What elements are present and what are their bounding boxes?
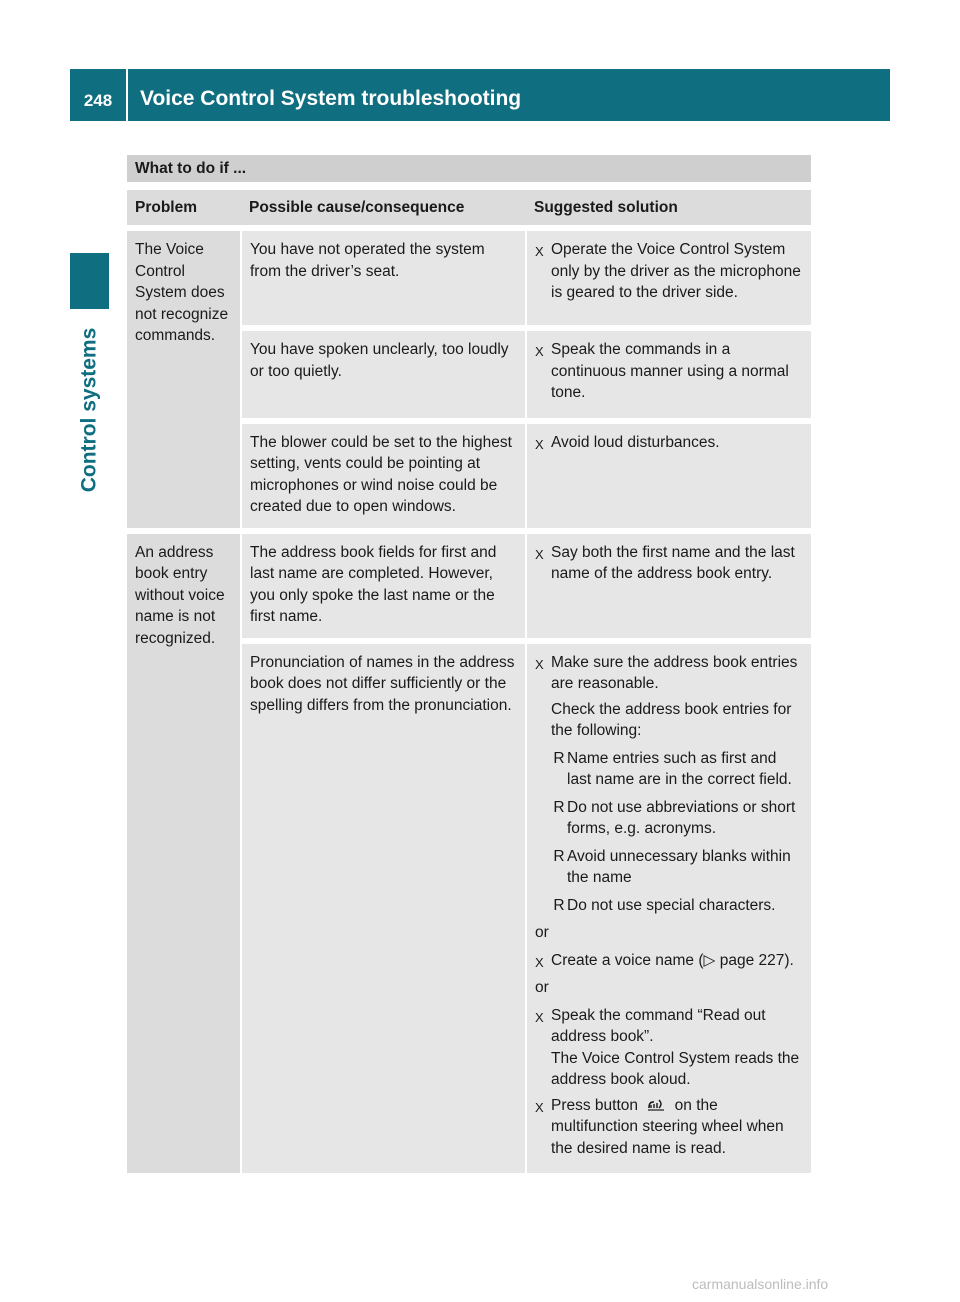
solution-step [535, 652, 803, 695]
column-header-cause: Possible cause/consequence [241, 190, 526, 228]
step-text: Avoid loud disturbances. [551, 433, 720, 451]
cause-text: You have spoken unclearly, too loudly or too quietly. [250, 341, 509, 380]
step-text-part: Press button [551, 1096, 639, 1114]
step-arrow-icon: X [535, 656, 544, 672]
solution-step [535, 1005, 803, 1091]
or-separator: or [535, 979, 549, 996]
step-arrow-icon: X [535, 954, 544, 970]
table-header-row [127, 190, 811, 228]
step-arrow-icon: X [535, 1099, 544, 1115]
step-text: Speak the commands in a continuous manner using a normal tone. [551, 341, 789, 401]
cause-cell [241, 641, 526, 1174]
section-title: What to do if ... [127, 155, 811, 182]
bullet-item [535, 846, 803, 889]
side-tab-label [70, 317, 109, 502]
page-header [70, 69, 890, 121]
table-row [127, 228, 811, 328]
solution-step [535, 339, 803, 404]
table-row [127, 531, 811, 641]
solution-step [535, 432, 803, 456]
bullet-item [535, 748, 803, 791]
solution-cell [526, 531, 811, 641]
step-text-main: Speak the command “Read out address book”. [551, 1006, 766, 1045]
cause-text: Pronunciation of names in the address book does not differ sufficiently or the spelling differs from the pronunciation. [250, 653, 515, 714]
cause-text: The blower could be set to the highest setting, vents could be pointing at microphones or wind noise could be created due to open windows. [250, 433, 512, 515]
page-number: 248 [83, 91, 113, 110]
step-text [551, 1095, 803, 1160]
step-text: Say both the first name and the last name of the address book entry. [551, 543, 795, 582]
step-text-part: on the multifunction steering wheel when the desired name is read. [551, 1096, 784, 1157]
voice-control-button-icon [646, 1096, 666, 1112]
step-arrow-icon: X [535, 546, 544, 562]
solution-step [535, 239, 803, 304]
page-title: Voice Control System troubleshooting [140, 87, 522, 110]
step-text: Make sure the address book entries are reasonable. [551, 653, 798, 692]
cause-cell [241, 328, 526, 421]
step-text: Create a voice name (▷ page 227). [551, 951, 794, 969]
step-arrow-icon: X [535, 244, 544, 259]
column-header-solution: Suggested solution [526, 190, 811, 228]
cause-cell [241, 531, 526, 641]
step-text: Operate the Voice Control System only by the driver as the microphone is geared to the driver side. [551, 241, 801, 301]
step-text-note: The Voice Control System reads the address book aloud. [551, 1049, 800, 1088]
column-header-problem: Problem [127, 190, 241, 228]
watermark: carmanualsonline.info [692, 1276, 829, 1292]
bullet-text: Avoid unnecessary blanks within the name [567, 847, 791, 886]
step-note: Check the address book entries for the following: [551, 700, 792, 739]
bullet-icon: R [553, 847, 565, 865]
cause-cell [241, 228, 526, 328]
step-arrow-icon: X [535, 344, 544, 359]
solution-cell [526, 228, 811, 328]
cause-text: The address book fields for first and last name are completed. However, you only spoke the last name or the first name. [250, 543, 497, 625]
solution-step [535, 950, 803, 974]
solution-step [535, 1095, 803, 1160]
main-content [127, 155, 811, 1173]
solution-step [535, 542, 803, 585]
cause-cell [241, 421, 526, 531]
cause-text: You have not operated the system from the driver’s seat. [250, 241, 485, 280]
problem-text: An address book entry without voice name is not recognized. [135, 543, 225, 647]
solution-cell [526, 421, 811, 531]
or-separator: or [535, 924, 549, 941]
troubleshooting-table [127, 190, 811, 1173]
bullet-item [535, 797, 803, 840]
solution-cell [526, 328, 811, 421]
bullet-text: Name entries such as first and last name are in the correct field. [567, 749, 792, 788]
side-tab-text: Control systems [77, 327, 101, 492]
side-tab-marker [70, 253, 109, 309]
problem-cell [127, 531, 241, 1174]
bullet-icon: R [553, 798, 565, 816]
bullet-text: Do not use abbreviations or short forms, e.g. acronyms. [567, 798, 796, 837]
bullet-item [535, 895, 803, 917]
step-arrow-icon: X [535, 1009, 544, 1025]
bullet-icon: R [553, 749, 565, 767]
solution-cell [526, 641, 811, 1174]
bullet-text: Do not use special characters. [567, 896, 776, 914]
problem-cell [127, 228, 241, 531]
step-text [551, 1005, 803, 1091]
bullet-icon: R [553, 896, 565, 914]
step-arrow-icon: X [535, 436, 544, 452]
problem-text: The Voice Control System does not recognize commands. [135, 241, 229, 344]
